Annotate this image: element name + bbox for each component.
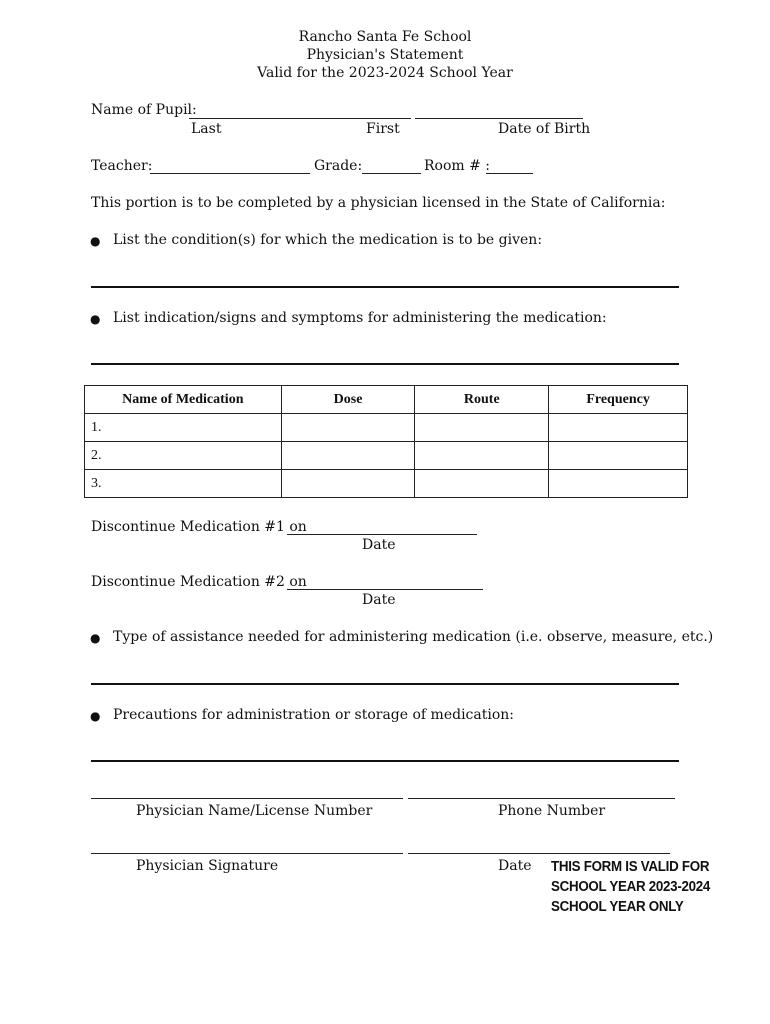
pupil-name-label: Name of Pupil: bbox=[91, 102, 197, 118]
phone-number-field[interactable] bbox=[408, 798, 675, 799]
school-name: Rancho Santa Fe School bbox=[298, 29, 472, 45]
dose-cell[interactable] bbox=[281, 414, 415, 442]
room-field[interactable] bbox=[486, 173, 533, 174]
intro-text: This portion is to be completed by a physician licensed in the State of California: bbox=[91, 195, 666, 211]
date-caption: Date bbox=[362, 537, 396, 553]
dose-cell[interactable] bbox=[281, 470, 415, 498]
assistance-prompt: Type of assistance needed for administering medication (i.e. observe, measure, etc.) bbox=[113, 629, 714, 645]
col-header-medication: Name of Medication bbox=[85, 386, 282, 414]
table-row bbox=[85, 414, 688, 442]
col-header-route: Route bbox=[415, 386, 549, 414]
col-header-frequency: Frequency bbox=[549, 386, 688, 414]
bullet-icon: ● bbox=[90, 709, 101, 723]
table-row bbox=[85, 442, 688, 470]
precautions-answer-line[interactable] bbox=[91, 760, 679, 762]
route-cell[interactable] bbox=[415, 414, 549, 442]
medication-name-cell[interactable]: 2. bbox=[85, 442, 282, 470]
form-title: Physician's Statement bbox=[306, 47, 464, 63]
signature-date-field[interactable] bbox=[408, 853, 670, 854]
room-label: Room # : bbox=[424, 158, 491, 174]
medication-name-cell[interactable]: 1. bbox=[85, 414, 282, 442]
discontinue-med1-date-field[interactable] bbox=[287, 534, 477, 535]
teacher-field[interactable] bbox=[150, 173, 310, 174]
validity-text: Valid for the 2023-2024 School Year bbox=[257, 65, 513, 81]
phone-number-caption: Phone Number bbox=[498, 803, 606, 819]
pupil-last-name-field[interactable] bbox=[189, 118, 411, 119]
indications-prompt: List indication/signs and symptoms for administering the medication: bbox=[113, 310, 607, 326]
bullet-icon: ● bbox=[90, 234, 101, 248]
medication-table bbox=[84, 385, 688, 498]
frequency-cell[interactable] bbox=[549, 442, 688, 470]
physician-signature-field[interactable] bbox=[91, 853, 403, 854]
indications-answer-line[interactable] bbox=[91, 363, 679, 365]
first-caption: First bbox=[366, 121, 400, 137]
notice-line: SCHOOL YEAR ONLY bbox=[551, 899, 684, 915]
discontinue-med1-label: Discontinue Medication #1 on bbox=[91, 519, 307, 535]
conditions-prompt: List the condition(s) for which the medication is to be given: bbox=[113, 232, 543, 248]
route-cell[interactable] bbox=[415, 442, 549, 470]
date-caption: Date bbox=[362, 592, 396, 608]
discontinue-med2-label: Discontinue Medication #2 on bbox=[91, 574, 307, 590]
teacher-label: Teacher: bbox=[91, 158, 153, 174]
grade-field[interactable] bbox=[362, 173, 421, 174]
frequency-cell[interactable] bbox=[549, 470, 688, 498]
grade-label: Grade: bbox=[314, 158, 363, 174]
table-row bbox=[85, 470, 688, 498]
physician-signature-caption: Physician Signature bbox=[136, 858, 279, 874]
assistance-answer-line[interactable] bbox=[91, 683, 679, 685]
discontinue-med2-date-field[interactable] bbox=[287, 589, 483, 590]
dob-caption: Date of Birth bbox=[498, 121, 591, 137]
bullet-icon: ● bbox=[90, 312, 101, 326]
notice-line: SCHOOL YEAR 2023-2024 bbox=[551, 879, 711, 895]
notice-line: THIS FORM IS VALID FOR bbox=[551, 859, 710, 875]
bullet-icon: ● bbox=[90, 631, 101, 645]
precautions-prompt: Precautions for administration or storage of medication: bbox=[113, 707, 515, 723]
signature-date-caption: Date bbox=[498, 858, 532, 874]
col-header-dose: Dose bbox=[281, 386, 415, 414]
medication-name-cell[interactable]: 3. bbox=[85, 470, 282, 498]
physician-name-license-caption: Physician Name/License Number bbox=[136, 803, 373, 819]
table-header-row bbox=[85, 386, 688, 414]
frequency-cell[interactable] bbox=[549, 414, 688, 442]
route-cell[interactable] bbox=[415, 470, 549, 498]
dose-cell[interactable] bbox=[281, 442, 415, 470]
pupil-dob-field[interactable] bbox=[415, 118, 583, 119]
conditions-answer-line[interactable] bbox=[91, 286, 679, 288]
physician-name-license-field[interactable] bbox=[91, 798, 403, 799]
validity-notice bbox=[551, 857, 710, 917]
last-caption: Last bbox=[191, 121, 222, 137]
